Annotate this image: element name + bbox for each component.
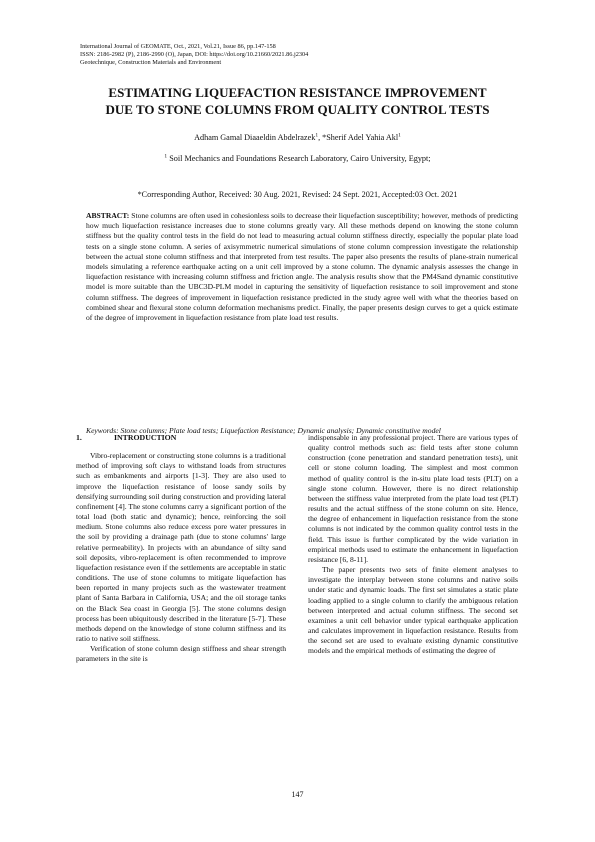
author-separator: , * bbox=[318, 133, 327, 142]
intro-paragraph-3: The paper presents two sets of finite element analyses to investigate the interplay between stone columns and native soils under static and dynamic loads. The first set simulates a static plate loading applied to a single column to clarify the ambiguous relation between interpreted and actual column stiffness. The second set examines a unit cell behavior under typical earthquake application and calculates improvement in liquefaction resistance. Results from the second set are used to evaluate existing dynamic constitutive models and the empirical methods of estimating the degree of bbox=[308, 565, 518, 656]
section-number: 1. bbox=[76, 433, 82, 442]
abstract-text: Stone columns are often used in cohesionless soils to decrease their liquefaction susceptibility; however, methods of predicting how much liquefaction resistance increases due to stone columns greatly vary. All these methods depend on knowing the stone column stiffness but the quality control tests in the field do not lead to measuring actual column stiffness directly, especially the popular plate load tests on a single stone column. A series of axisymmetric numerical simulations of stone column compression investigate the relationship between the actual stone column stiffness and that interpreted from test results. The paper also presents the results of plane-strain numerical models simulating a reference earthquake acting on a unit cell improved by a stone column. The dynamic analysis assesses the change in liquefaction resistance with increasing column stiffness and friction angle. The analysis results show that the PM4Sand dynamic constitutive model is more suitable than the UBC3D-PLM model in capturing the sensitivity of liquefaction resistance to soil improvement and stone column stiffness. The degrees of improvement in liquefaction resistance predicted in the study agree well with what the theories based on combined shear and flexural stone column deformation mechanisms predict. Finally, the paper presents design curves to get a quick estimate of the degree of improvement in liquefaction resistance from plate load test results. bbox=[86, 211, 519, 323]
journal-citation: International Journal of GEOMATE, Oct., 2021, Vol.21, Issue 86, pp.147-158 bbox=[80, 43, 276, 50]
affiliation bbox=[60, 154, 535, 164]
left-column bbox=[76, 433, 286, 664]
right-column bbox=[308, 433, 518, 656]
journal-section: Geotechnique, Construction Materials and Environment bbox=[80, 59, 222, 66]
keywords: Keywords: Stone columns; Plate load tests; Liquefaction Resistance; Dynamic analysis; Dynamic constitutive model bbox=[86, 426, 441, 435]
paper-title bbox=[60, 85, 535, 118]
title-line-2: DUE TO STONE COLUMNS FROM QUALITY CONTROL TESTS bbox=[105, 101, 490, 117]
abstract bbox=[86, 211, 518, 323]
journal-issn-doi: ISSN: 2186-2982 (P), 2186-2990 (O), Japan, DOI: https://doi.org/10.21660/2021.86.j2304 bbox=[80, 51, 309, 58]
author-2-affil-mark: 1 bbox=[398, 132, 401, 139]
author-list bbox=[60, 133, 535, 143]
section-heading bbox=[76, 433, 286, 443]
author-1-affil-mark: 1 bbox=[315, 132, 319, 139]
section-title: INTRODUCTION bbox=[114, 433, 177, 442]
intro-paragraph-2: Verification of stone column design stiffness and shear strength parameters in the site is bbox=[76, 644, 286, 664]
author-1: Adham Gamal Diaaeldin Abdelrazek bbox=[194, 133, 316, 142]
intro-paragraph-1: Vibro-replacement or constructing stone columns is a traditional method of improving soft clays to withstand loads from structures such as embankments and airports [1-3]. They are also used to improve the liquefaction resistance of loose sandy soils by densifying surrounding soil during construction and providing lateral confinement [4]. The stone columns carry a significant portion of the total load (both static and dynamic); hence, reinforcing the soil medium. Stone columns also reduce excess pore water pressures in the soil by providing a drainage path (due to stone columns' large relative permeability). In projects with an abundance of silty sand soil deposits, vibro-replacement is often recommended to improve liquefaction resistance even if the settlements are acceptable in static conditions. The use of stone columns to mitigate liquefaction has been reported in many projects such as the wastewater treatment plant of Santa Barbara in California, USA; and the oil storage tanks on the Black Sea coast in Georgia [5]. The stone columns design process has been ubiquitously described in the literature [5-7]. These methods depend on the knowledge of stone column stiffness and its ratio to native soil stiffness. bbox=[76, 451, 286, 643]
abstract-label: ABSTRACT: bbox=[86, 211, 130, 220]
page-number: 147 bbox=[291, 790, 304, 799]
title-line-1: ESTIMATING LIQUEFACTION RESISTANCE IMPROVEMENT bbox=[108, 85, 487, 100]
affiliation-mark: 1 bbox=[164, 153, 168, 160]
journal-header bbox=[80, 43, 520, 67]
affiliation-text: Soil Mechanics and Foundations Research Laboratory, Cairo University, Egypt; bbox=[169, 154, 431, 163]
author-2: Sherif Adel Yahia Akl bbox=[326, 133, 399, 142]
intro-paragraph-2-continued: indispensable in any professional project. There are various types of quality control methods such as: field tests after stone column construction (cone penetration and standard penetration tests), unit cell or stone column loading. The simplest and most common method of quality control is the in-situ plate load tests (PLT) on a single stone column. However, there is no direct relationship between the stiffness value interpreted from the plate load test (PLT) results and the actual stiffness of the stone column on site. Hence, the degree of enhancement in liquefaction resistance from the stone columns is not indicated by the common quality control tests in the field. This issue is further complicated by the wide variation in empirical methods used to estimate the enhancement in liquefaction resistance [6, 8-11]. bbox=[308, 433, 518, 564]
corresponding-author-dates: *Corresponding Author, Received: 30 Aug. 2021, Revised: 24 Sept. 2021, Accepted:03 Oct. 2021 bbox=[137, 190, 458, 199]
